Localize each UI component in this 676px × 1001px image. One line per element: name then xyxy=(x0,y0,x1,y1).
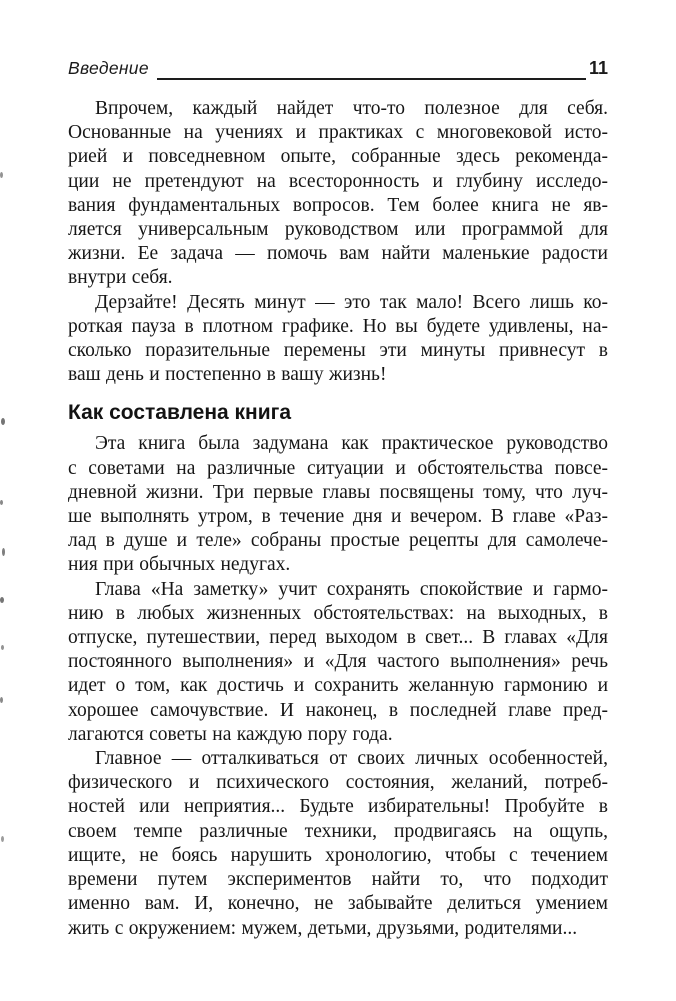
text-line: жизни. Ее задача — помочь вам найти маленькие радости xyxy=(68,243,608,265)
text-line: ции не претендуют на всесторонность и глубину исследо- xyxy=(68,170,608,192)
paragraph xyxy=(68,747,608,941)
text-line: жить с окружением: мужем, детьми, друзьями, родителями... xyxy=(68,917,578,939)
text-line: своем темпе различные техники, продвигаясь на ощупь, xyxy=(68,820,608,842)
page-header xyxy=(68,58,608,82)
running-section-title: Введение xyxy=(68,58,149,78)
text-line: именно вам. И, конечно, не забывайте делиться умением xyxy=(68,893,608,915)
text-line: ваш день и постепенно в вашу жизнь! xyxy=(68,364,387,386)
text-line: Дерзайте! Десять минут — это так мало! Всего лишь ко- xyxy=(95,291,608,313)
page-number: 11 xyxy=(588,58,608,78)
paragraph xyxy=(68,291,608,388)
text-line: лад в душе и теле» собраны простые рецепты для самолече- xyxy=(68,530,608,552)
text-line: Главное — отталкиваться от своих личных особенностей, xyxy=(95,748,608,770)
scan-artifact xyxy=(0,500,3,505)
text-line: Эта книга была задумана как практическое руководство xyxy=(95,433,608,455)
paragraph xyxy=(68,97,608,291)
text-line: ищите, не боясь нарушить хронологию, чтобы с течением xyxy=(68,844,608,866)
text-line: Основанные на учениях и практиках с многовековой исто- xyxy=(68,122,608,144)
paragraph xyxy=(68,432,608,577)
scan-artifact xyxy=(1,418,5,425)
text-line: ния при обычных недугах. xyxy=(68,554,291,576)
text-line: с советами на различные ситуации и обстоятельства повсе- xyxy=(68,457,608,479)
section-heading: Как составлена книга xyxy=(68,401,292,425)
text-line: Глава «На заметку» учит сохранять спокойствие и гармо- xyxy=(95,578,608,600)
scan-artifact xyxy=(0,172,3,178)
text-line: идет о том, как достичь и сохранить желанную гармонию и xyxy=(68,675,608,697)
page-content xyxy=(68,58,608,941)
text-line: Впрочем, каждый найдет что-то полезное для себя. xyxy=(95,98,608,119)
text-line: постоянного выполнения» и «Для частого выполнения» речь xyxy=(68,651,608,673)
scan-artifact xyxy=(0,597,4,603)
text-line: ностей или неприятия... Будьте избирательны! Пробуйте в xyxy=(68,796,608,818)
paragraph xyxy=(68,578,608,747)
text-line: дневной жизни. Три первые главы посвящены тому, что луч- xyxy=(68,481,608,503)
text-line: внутри себя. xyxy=(68,267,173,289)
scan-artifact xyxy=(1,645,4,650)
text-line: вания фундаментальных вопросов. Тем более книга не яв- xyxy=(68,194,608,216)
header-rule xyxy=(157,78,586,80)
text-line: лагаются советы на каждую пору года. xyxy=(68,723,393,745)
text-line: роткая пауза в плотном графике. Но вы будете удивлены, на- xyxy=(68,315,608,337)
text-line: ше выполнять утром, в течение дня и вечером. В главе «Раз- xyxy=(68,506,608,528)
text-line: отпуске, путешествии, перед выходом в свет... В главах «Для xyxy=(68,627,608,649)
scan-artifact xyxy=(0,697,3,703)
text-line: ляется универсальным руководством или программой для xyxy=(68,219,608,241)
text-line: нию в любых жизненных обстоятельствах: на выходных, в xyxy=(68,602,608,624)
text-line: сколько поразительные перемены эти минуты привнесут в xyxy=(68,340,608,362)
text-line: рией и повседневном опыте, собранные здесь рекоменда- xyxy=(68,146,608,168)
scan-artifact xyxy=(2,548,5,556)
text-line: физического и психического состояния, желаний, потреб- xyxy=(68,772,608,794)
text-line: хорошее самочувствие. И наконец, в последней главе пред- xyxy=(68,699,608,721)
scan-artifact xyxy=(1,836,4,842)
text-line: времени путем экспериментов найти то, что подходит xyxy=(68,869,608,891)
